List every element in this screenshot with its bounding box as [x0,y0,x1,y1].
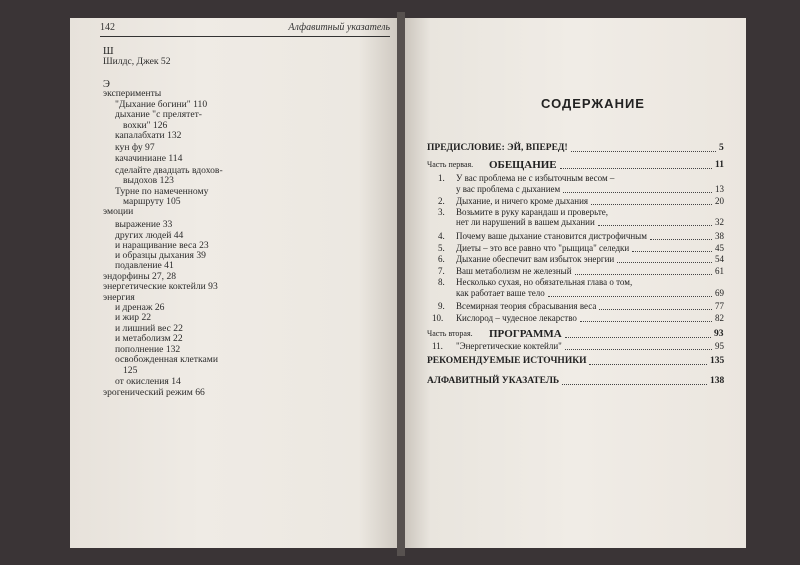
page-number: 142 [100,22,115,33]
toc-chapter-number: 5. [438,243,445,253]
index-entry: эрогенический режим 66 [103,387,205,398]
toc-entry-title: Дыхание, и ничего кроме дыхания [456,196,589,206]
toc-entry-title: нет ли нарушений в вашем дыхании [456,217,595,227]
index-entry: эмоции [103,206,134,217]
index-entry: Шилдс, Джек 52 [103,56,171,67]
contents-title: СОДЕРЖАНИЕ [541,96,645,111]
toc-part-prefix: Часть вторая. [427,329,473,338]
index-entry: качачиниане 114 [115,153,183,164]
toc-page-number: 135 [710,356,725,366]
toc-page-number: 11 [715,160,724,170]
index-entry: энергия [103,292,135,303]
toc-page-number: 54 [715,254,724,264]
toc-page-number: 138 [710,376,725,386]
toc-entry-title: ОБЕЩАНИЕ [489,159,557,171]
toc-chapter-number: 6. [438,254,445,264]
toc-entry-title: РЕКОМЕНДУЕМЫЕ ИСТОЧНИКИ [427,356,587,366]
index-entry: и лишний вес 22 [115,323,183,334]
toc-leader-dots [632,251,712,252]
index-entry: эндорфины 27, 28 [103,271,177,282]
index-entry: выдохов 123 [123,175,174,186]
toc-page-number: 5 [719,143,724,153]
toc-part-prefix: Часть первая. [427,160,474,169]
toc-chapter-number: 10. [432,313,444,323]
toc-entry-title: АЛФАВИТНЫЙ УКАЗАТЕЛЬ [427,376,560,386]
toc-chapter-number: 11. [432,341,443,351]
toc-leader-dots [548,296,712,297]
running-head-title: Алфавитный указатель [288,22,390,33]
toc-entry-title: Несколько сухая, но обязательная глава о том, [456,277,633,287]
toc-leader-dots [562,384,707,385]
toc-entry-title: "Энергетические коктейли" [456,341,562,351]
toc-page-number: 77 [715,301,724,311]
toc-page-number: 95 [715,341,724,351]
toc-leader-dots [589,364,707,365]
index-entry: эксперименты [103,88,162,99]
toc-page-number: 69 [715,288,724,298]
index-entry: "Дыхание богини" 110 [115,99,208,110]
toc-leader-dots [580,321,712,322]
index-entry: энергетические коктейли 93 [103,281,218,292]
index-entry: и образцы дыхания 39 [115,250,206,261]
toc-page-number: 45 [715,243,724,253]
toc-entry-title: У вас проблема не с избыточным весом – [456,173,615,183]
toc-leader-dots [617,262,712,263]
running-header [100,20,390,37]
toc-leader-dots [650,239,712,240]
index-entry: вохки" 126 [123,120,168,131]
index-entry: освобожденная клетками [115,354,218,365]
index-entry: маршруту 105 [123,196,181,207]
toc-entry-title: Кислород – чудесное лекарство [456,313,577,323]
toc-entry-title: ПРЕДИСЛОВИЕ: ЭЙ, ВПЕРЕД! [427,143,568,153]
toc-entry-title: как работает ваше тело [456,288,545,298]
index-entry: других людей 44 [115,230,184,241]
index-letter-heading: Э [103,79,110,90]
toc-chapter-number: 3. [438,207,445,217]
toc-page-number: 13 [715,184,724,194]
toc-entry-title: у вас проблема с дыханием [456,184,561,194]
index-entry: и метаболизм 22 [115,333,183,344]
toc-page-number: 93 [714,329,724,339]
index-entry: выражение 33 [115,219,173,230]
toc-leader-dots [599,309,712,310]
toc-entry-title: ПРОГРАММА [489,328,562,340]
toc-leader-dots [591,204,712,205]
toc-leader-dots [598,225,712,226]
index-entry: 125 [123,365,138,376]
index-entry: капалабхати 132 [115,130,182,141]
index-entry: сделайте двадцать вдохов- [115,165,223,176]
toc-chapter-number: 2. [438,196,445,206]
index-entry: Турне по намеченному [115,186,209,197]
toc-leader-dots [563,192,712,193]
index-entry: и наращивание веса 23 [115,240,209,251]
toc-page-number: 32 [715,217,724,227]
toc-leader-dots [565,337,711,338]
index-letter-heading: Ш [103,46,114,57]
index-entry: пополнение 132 [115,344,181,355]
toc-leader-dots [565,349,712,350]
toc-entry-title: Диеты – это все равно что "рыщица" селедки [456,243,630,253]
toc-page-number: 38 [715,231,724,241]
toc-entry-title: Возьмите в руку карандаш и проверьте, [456,207,609,217]
toc-entry-title: Ваш метаболизм не железный [456,266,572,276]
toc-page-number: 61 [715,266,724,276]
toc-page-number: 20 [715,196,724,206]
index-entry: подавление 41 [115,260,174,271]
toc-chapter-number: 9. [438,301,445,311]
toc-entry-title: Всемирная теория сбрасывания веса [456,301,597,311]
toc-leader-dots [560,168,712,169]
toc-chapter-number: 7. [438,266,445,276]
toc-leader-dots [571,151,716,152]
toc-entry-title: Дыхание обеспечит вам избыток энергии [456,254,615,264]
index-entry: и жир 22 [115,312,152,323]
book-spine [397,12,405,556]
toc-chapter-number: 8. [438,277,445,287]
index-entry: дыхание "с прелятет- [115,109,202,120]
toc-chapter-number: 1. [438,173,445,183]
toc-leader-dots [575,274,712,275]
index-entry: и дренаж 26 [115,302,165,313]
toc-entry-title: Почему ваше дыхание становится дистрофичным [456,231,647,241]
index-entry: кун фу 97 [115,142,155,153]
toc-page-number: 82 [715,313,724,323]
index-entry: от окисления 14 [115,376,181,387]
toc-chapter-number: 4. [438,231,445,241]
